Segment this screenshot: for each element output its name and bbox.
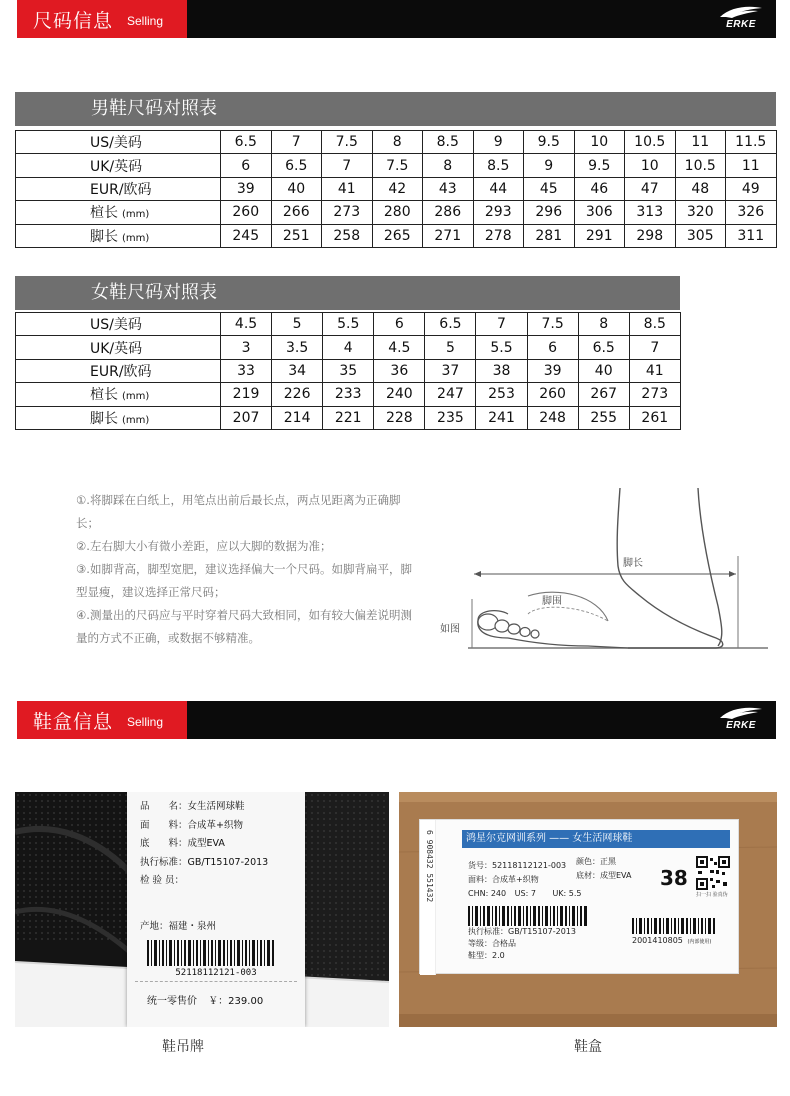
size-cell: 273: [322, 201, 373, 224]
size-cell: 271: [423, 224, 474, 247]
size-cell: 48: [675, 177, 726, 200]
row-label-text: US/美码: [90, 135, 142, 152]
size-cell: 258: [322, 224, 373, 247]
row-label-text: UK/英码: [90, 340, 143, 357]
size-cell: 7.5: [322, 131, 373, 154]
shoe-box-photo: [399, 792, 777, 1027]
row-label: [16, 383, 221, 406]
row-label-text: 楦长: [90, 205, 118, 222]
row-label-text: 脚长: [90, 410, 118, 427]
box-info-banner: [17, 701, 776, 739]
label-scan-note: 扫一扫 验真伪: [696, 892, 728, 898]
size-cell: 281: [524, 224, 575, 247]
tag-inspector: 检 验 员：: [140, 875, 185, 886]
size-cell: 39: [221, 177, 272, 200]
figure-label-text: 如图: [440, 624, 460, 635]
size-info-banner: [17, 0, 776, 38]
foot-diagram: [468, 486, 770, 652]
section-title-en: Selling: [127, 715, 164, 729]
size-cell: 219: [221, 383, 272, 406]
size-cell: 241: [476, 406, 527, 429]
row-label-text: US/美码: [90, 317, 142, 334]
size-cell: 35: [323, 359, 374, 382]
womens-table-title: 女鞋尺码对照表: [15, 276, 680, 310]
label-grade: 等级：合格品: [468, 939, 516, 948]
size-cell: 4.5: [221, 313, 272, 336]
section-title: [17, 0, 187, 38]
qr-code-icon: [696, 856, 730, 890]
row-label: [16, 131, 221, 154]
erke-wing-icon: [718, 706, 764, 720]
label-uk: UK: 5.5: [552, 889, 582, 898]
row-unit: (mm): [122, 209, 150, 221]
foot-girth-label: 脚围: [542, 596, 562, 607]
row-label: [16, 406, 221, 429]
row-label-text: EUR/欧码: [90, 363, 152, 380]
row-unit: (mm): [122, 232, 150, 244]
size-cell: 266: [271, 201, 322, 224]
size-cell: 280: [372, 201, 423, 224]
size-cell: 5.5: [323, 313, 374, 336]
size-cell: 214: [272, 406, 323, 429]
size-cell: 233: [323, 383, 374, 406]
size-cell: 313: [625, 201, 676, 224]
size-cell: 41: [629, 359, 680, 382]
foot-length-label: 脚长: [623, 558, 643, 569]
size-cell: 11: [675, 131, 726, 154]
size-cell: 273: [629, 383, 680, 406]
size-cell: 245: [221, 224, 272, 247]
size-cell: 47: [625, 177, 676, 200]
hang-tag: [127, 792, 305, 1027]
size-cell: 9.5: [524, 131, 575, 154]
size-cell: 10.5: [625, 131, 676, 154]
row-label: [16, 224, 221, 247]
size-cell: 261: [629, 406, 680, 429]
size-cell: 49: [726, 177, 777, 200]
size-cell: 251: [271, 224, 322, 247]
size-cell: 8.5: [629, 313, 680, 336]
size-cell: 6: [221, 154, 272, 177]
size-cell: 5: [425, 336, 476, 359]
size-cell: 298: [625, 224, 676, 247]
size-cell: 260: [221, 201, 272, 224]
size-cell: 6.5: [221, 131, 272, 154]
size-cell: 7.5: [372, 154, 423, 177]
label-series-bar: 鸿星尔克网训系列 —— 女生活网球鞋: [462, 830, 730, 848]
size-cell: 7: [476, 313, 527, 336]
label-sole: 底材：成型EVA: [576, 871, 632, 880]
size-cell: 228: [374, 406, 425, 429]
size-cell: 40: [271, 177, 322, 200]
logo-text: ERKE: [726, 720, 756, 731]
tag-origin: 产地：福建・泉州: [140, 921, 217, 932]
size-cell: 11: [726, 154, 777, 177]
label-internal-note: (内部使用): [687, 939, 712, 945]
size-row: [16, 383, 681, 406]
size-cell: 8.5: [423, 131, 474, 154]
row-label-text: 楦长: [90, 387, 118, 404]
row-unit: (mm): [122, 414, 150, 426]
size-cell: 36: [374, 359, 425, 382]
size-cell: 9: [473, 131, 524, 154]
tag-price: ￥：239.00: [208, 996, 264, 1007]
size-cell: 293: [473, 201, 524, 224]
section-title-zh: 尺码信息: [33, 10, 114, 32]
size-cell: 10: [574, 131, 625, 154]
size-row: [16, 154, 777, 177]
label-material: 面料：合成革+织物: [468, 875, 539, 884]
size-cell: 8: [578, 313, 629, 336]
size-cell: 38: [476, 359, 527, 382]
size-cell: 253: [476, 383, 527, 406]
size-cell: 267: [578, 383, 629, 406]
tag-name: 品 名：女生活网球鞋: [140, 801, 245, 812]
size-cell: 305: [675, 224, 726, 247]
size-row: [16, 131, 777, 154]
size-cell: 40: [578, 359, 629, 382]
size-cell: 41: [322, 177, 373, 200]
size-cell: 6.5: [578, 336, 629, 359]
shoe-tag-photo: [15, 792, 389, 1027]
mens-size-table: [15, 130, 777, 248]
size-cell: 226: [272, 383, 323, 406]
size-cell: 6.5: [425, 313, 476, 336]
erke-wing-icon: [718, 5, 764, 19]
row-label: [16, 313, 221, 336]
size-cell: 34: [272, 359, 323, 382]
erke-logo: [718, 706, 764, 734]
size-cell: 10.5: [675, 154, 726, 177]
size-cell: 7: [322, 154, 373, 177]
size-cell: 8.5: [473, 154, 524, 177]
size-cell: 9: [524, 154, 575, 177]
tag-standard: 执行标准：GB/T15107-2013: [140, 856, 269, 868]
size-cell: 291: [574, 224, 625, 247]
box-caption: 鞋盒: [574, 1039, 602, 1055]
row-label-text: EUR/欧码: [90, 181, 152, 198]
label-barcode: [468, 906, 588, 926]
size-cell: 247: [425, 383, 476, 406]
instruction-item: ③.如脚背高，脚型宽肥，建议选择偏大一个尺码。如脚背扁平，脚型显瘦，建议选择正常尺码；: [76, 562, 412, 599]
label-internal-barcode: [632, 918, 718, 934]
row-label-text: UK/英码: [90, 158, 143, 175]
label-us: US: 7: [514, 889, 536, 898]
size-row: [16, 406, 681, 429]
size-cell: 43: [423, 177, 474, 200]
size-cell: 42: [372, 177, 423, 200]
size-cell: 6.5: [271, 154, 322, 177]
size-cell: 11.5: [726, 131, 777, 154]
tag-barcode-number: 52118112121-003: [175, 968, 257, 978]
instruction-item: ①.将脚踩在白纸上，用笔点出前后最长点，两点见距离为正确脚长；: [76, 493, 401, 530]
erke-logo: [718, 5, 764, 33]
section-title-en: Selling: [127, 14, 164, 28]
size-cell: 4.5: [374, 336, 425, 359]
instruction-item: ②.左右脚大小有微小差距，应以大脚的数据为准；: [76, 539, 332, 553]
row-label: [16, 336, 221, 359]
size-cell: 39: [527, 359, 578, 382]
tag-price-label: 统一零售价: [147, 996, 197, 1007]
size-row: [16, 336, 681, 359]
size-cell: 6: [374, 313, 425, 336]
tag-caption: 鞋吊牌: [162, 1039, 204, 1055]
tag-upper: 面 料：合成革+织物: [140, 819, 243, 831]
size-cell: 33: [221, 359, 272, 382]
size-cell: 45: [524, 177, 575, 200]
size-row: [16, 177, 777, 200]
label-chn: CHN: 240: [468, 889, 507, 898]
size-cell: 260: [527, 383, 578, 406]
label-color: 颜色：正黑: [576, 857, 616, 866]
size-cell: 248: [527, 406, 578, 429]
section-title-zh: 鞋盒信息: [33, 711, 114, 733]
size-row: [16, 201, 777, 224]
size-cell: 10: [625, 154, 676, 177]
row-unit: (mm): [122, 391, 150, 403]
row-label-text: 脚长: [90, 228, 118, 245]
size-row: [16, 359, 681, 382]
size-cell: 37: [425, 359, 476, 382]
size-row: [16, 224, 777, 247]
size-cell: 221: [323, 406, 374, 429]
size-cell: 3.5: [272, 336, 323, 359]
row-label: [16, 359, 221, 382]
womens-size-table: [15, 312, 681, 430]
size-cell: 296: [524, 201, 575, 224]
size-cell: 7.5: [527, 313, 578, 336]
label-last: 鞋型：2.0: [468, 951, 505, 960]
size-cell: 265: [372, 224, 423, 247]
instruction-item: ④.测量出的尺码应与平时穿着尺码大致相同，如有较大偏差说明测量的方式不正确，或数据不够精准。: [76, 608, 412, 645]
size-cell: 44: [473, 177, 524, 200]
size-row: [16, 313, 681, 336]
size-cell: 286: [423, 201, 474, 224]
size-cell: 7: [271, 131, 322, 154]
mens-table-title: 男鞋尺码对照表: [15, 92, 776, 126]
label-standard: 执行标准：GB/T15107-2013: [468, 927, 576, 936]
measure-instructions: [76, 489, 421, 650]
label-sku: 货号：52118112121-003: [468, 861, 567, 870]
label-ean: 6 908432 551432: [425, 830, 434, 903]
size-cell: 3: [221, 336, 272, 359]
size-cell: 5: [272, 313, 323, 336]
size-cell: 235: [425, 406, 476, 429]
size-cell: 7: [629, 336, 680, 359]
size-cell: 311: [726, 224, 777, 247]
logo-text: ERKE: [726, 19, 756, 30]
size-cell: 207: [221, 406, 272, 429]
label-internal-code: 2001410805: [632, 936, 683, 945]
size-cell: 320: [675, 201, 726, 224]
section-title: [17, 701, 187, 739]
label-size: 38: [660, 866, 688, 890]
tag-barcode: [147, 940, 277, 966]
row-label: [16, 154, 221, 177]
size-cell: 278: [473, 224, 524, 247]
size-cell: 8: [423, 154, 474, 177]
size-cell: 5.5: [476, 336, 527, 359]
box-label: [419, 819, 739, 974]
size-cell: 9.5: [574, 154, 625, 177]
size-cell: 8: [372, 131, 423, 154]
size-cell: 240: [374, 383, 425, 406]
size-cell: 6: [527, 336, 578, 359]
size-cell: 306: [574, 201, 625, 224]
tag-sole: 底 料：成型EVA: [140, 838, 225, 849]
size-cell: 4: [323, 336, 374, 359]
row-label: [16, 177, 221, 200]
row-label: [16, 201, 221, 224]
size-cell: 326: [726, 201, 777, 224]
size-cell: 255: [578, 406, 629, 429]
size-cell: 46: [574, 177, 625, 200]
